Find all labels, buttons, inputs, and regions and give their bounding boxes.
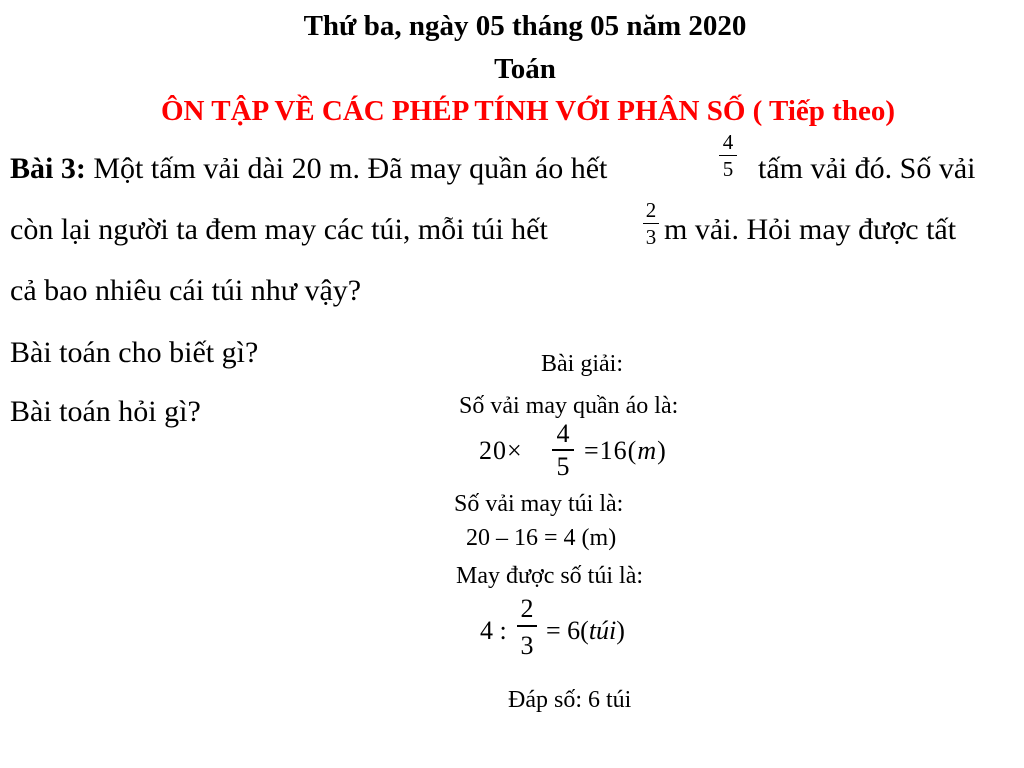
- final-answer: Đáp số: 6 túi: [508, 687, 632, 713]
- question-given: Bài toán cho biết gì?: [10, 336, 259, 369]
- solution-heading: Bài giải:: [541, 351, 623, 377]
- fraction-numerator: 2: [645, 198, 657, 222]
- equation-3-denominator: 3: [520, 631, 534, 660]
- fraction-four-fifths: [719, 131, 737, 181]
- equation-3-right: [546, 616, 625, 646]
- problem-text-3: cả bao nhiêu cái túi như vậy?: [10, 274, 362, 307]
- lesson-title: ÔN TẬP VỀ CÁC PHÉP TÍNH VỚI PHÂN SỐ ( Tiếp theo): [161, 95, 895, 127]
- equation-1-fraction-bar: [552, 449, 574, 451]
- lesson-date: Thứ ba, ngày 05 tháng 05 năm 2020: [303, 10, 747, 42]
- equation-3-fraction-bar: [517, 625, 537, 627]
- equation-3-unit: túi: [588, 616, 617, 645]
- equation-1-numerator: 4: [556, 419, 570, 448]
- problem-text-1a: Một tấm vải dài 20 m. Đã may quần áo hết: [93, 152, 608, 185]
- fraction-denominator: 5: [722, 157, 734, 181]
- fraction-numerator: 4: [722, 130, 734, 154]
- equation-1-denominator: 5: [556, 452, 570, 481]
- problem-text-1b: tấm vải đó. Số vải: [758, 152, 976, 185]
- equation-1-left: 20×: [479, 436, 523, 465]
- equation-1-result: =16(: [584, 436, 638, 465]
- subject-title: Toán: [494, 53, 556, 85]
- equation-1-close: ): [657, 436, 667, 465]
- equation-3-fraction: [517, 595, 537, 659]
- equation-3-numerator: 2: [520, 594, 534, 623]
- solution-step1-label: Số vải may quần áo là:: [459, 393, 679, 419]
- equation-3-result: = 6(: [546, 616, 589, 645]
- problem-label: Bài 3:: [10, 152, 86, 185]
- fraction-two-thirds: [643, 199, 659, 249]
- fraction-denominator: 3: [645, 225, 657, 249]
- equation-3-close: ): [616, 616, 625, 645]
- fraction-bar: [719, 155, 737, 156]
- equation-1-fraction: [552, 421, 574, 480]
- equation-1-right: [584, 436, 667, 466]
- problem-text-2b: m vải. Hỏi may được tất: [664, 213, 957, 246]
- equation-3-left: 4 :: [480, 616, 507, 645]
- solution-step2-label: Số vải may túi là:: [454, 491, 624, 517]
- fraction-bar: [643, 223, 659, 224]
- question-asked: Bài toán hỏi gì?: [10, 395, 201, 428]
- equation-2: 20 – 16 = 4 (m): [466, 525, 617, 551]
- problem-text-2a: còn lại người ta đem may các túi, mỗi túi hết: [10, 213, 548, 246]
- solution-step3-label: May được số túi là:: [456, 563, 644, 589]
- equation-1-unit: m: [637, 436, 658, 465]
- problem-line-1: [10, 152, 607, 186]
